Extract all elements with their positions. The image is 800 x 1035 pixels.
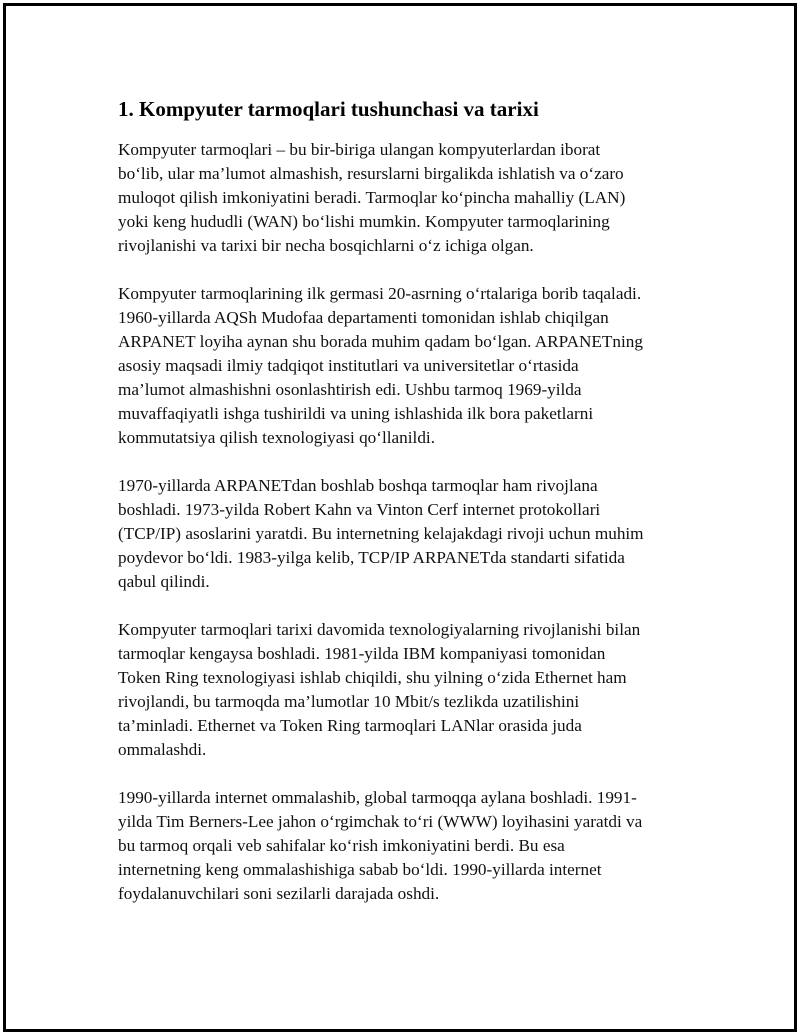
paragraph-line: Token Ring texnologiyasi ishlab chiqildi, shu yilning o‘zida Ethernet ham <box>118 668 627 687</box>
paragraph-line: 1970-yillarda ARPANETdan boshlab boshqa tarmoqlar ham rivojlana <box>118 476 598 495</box>
section-heading: 1. Kompyuter tarmoqlari tushunchasi va tarixi <box>118 97 539 121</box>
paragraph-line: 1990-yillarda internet ommalashib, global tarmoqqa aylana boshladi. 1991- <box>118 788 637 807</box>
paragraph-line: ta’minladi. Ethernet va Token Ring tarmoqlari LANlar orasida juda <box>118 716 582 735</box>
paragraph-line: yilda Tim Berners-Lee jahon o‘rgimchak to‘ri (WWW) loyihasini yaratdi va <box>118 812 643 831</box>
paragraph-line: yoki keng hududli (WAN) bo‘lishi mumkin. Kompyuter tarmoqlarining <box>118 212 610 231</box>
paragraph-line: ARPANET loyiha aynan shu borada muhim qadam bo‘lgan. ARPANETning <box>118 332 643 351</box>
paragraph-line: poydevor bo‘ldi. 1983-yilga kelib, TCP/IP ARPANETda standarti sifatida <box>118 548 625 567</box>
paragraph-line: rivojlanishi va tarixi bir necha bosqichlarni o‘z ichiga olgan. <box>118 236 534 255</box>
paragraph-line: muvaffaqiyatli ishga tushirildi va uning ishlashida ilk bora paketlarni <box>118 404 594 423</box>
paragraph-3 <box>118 474 688 594</box>
paragraph-line: tarmoqlar kengaysa boshladi. 1981-yilda IBM kompaniyasi tomonidan <box>118 644 606 663</box>
document-page <box>3 3 797 1032</box>
paragraph-line: 1960-yillarda AQSh Mudofaa departamenti tomonidan ishlab chiqilgan <box>118 308 609 327</box>
paragraph-2 <box>118 282 688 450</box>
paragraph-5 <box>118 786 688 906</box>
paragraph-line: kommutatsiya qilish texnologiyasi qo‘llanildi. <box>118 428 435 447</box>
paragraph-line: rivojlandi, bu tarmoqda ma’lumotlar 10 Mbit/s tezlikda uzatilishini <box>118 692 580 711</box>
paragraph-line: Kompyuter tarmoqlari tarixi davomida texnologiyalarning rivojlanishi bilan <box>118 620 641 639</box>
paragraph-line: boshladi. 1973-yilda Robert Kahn va Vinton Cerf internet protokollari <box>118 500 601 519</box>
paragraph-line: ma’lumot almashishni osonlashtirish edi. Ushbu tarmoq 1969-yilda <box>118 380 582 399</box>
paragraph-4 <box>118 618 688 762</box>
paragraph-line: qabul qilindi. <box>118 572 210 591</box>
paragraph-line: Kompyuter tarmoqlari – bu bir-biriga ulangan kompyuterlardan iborat <box>118 140 601 159</box>
paragraph-line: ommalashdi. <box>118 740 207 759</box>
paragraph-line: (TCP/IP) asoslarini yaratdi. Bu internetning kelajakdagi rivoji uchun muhim <box>118 524 644 543</box>
paragraph-line: asosiy maqsadi ilmiy tadqiqot institutlari va universitetlar o‘rtasida <box>118 356 579 375</box>
paragraph-line: bo‘lib, ular ma’lumot almashish, resurslarni birgalikda ishlatish va o‘zaro <box>118 164 624 183</box>
paragraph-1 <box>118 138 688 258</box>
paragraph-line: internetning keng ommalashishiga sabab bo‘ldi. 1990-yillarda internet <box>118 860 602 879</box>
paragraph-line: Kompyuter tarmoqlarining ilk germasi 20-asrning o‘rtalariga borib taqaladi. <box>118 284 642 303</box>
paragraph-line: bu tarmoq orqali veb sahifalar ko‘rish imkoniyatini berdi. Bu esa <box>118 836 565 855</box>
document-content <box>118 94 688 930</box>
paragraph-line: foydalanuvchilari soni sezilarli darajada oshdi. <box>118 884 440 903</box>
paragraph-line: muloqot qilish imkoniyatini beradi. Tarmoqlar ko‘pincha mahalliy (LAN) <box>118 188 626 207</box>
